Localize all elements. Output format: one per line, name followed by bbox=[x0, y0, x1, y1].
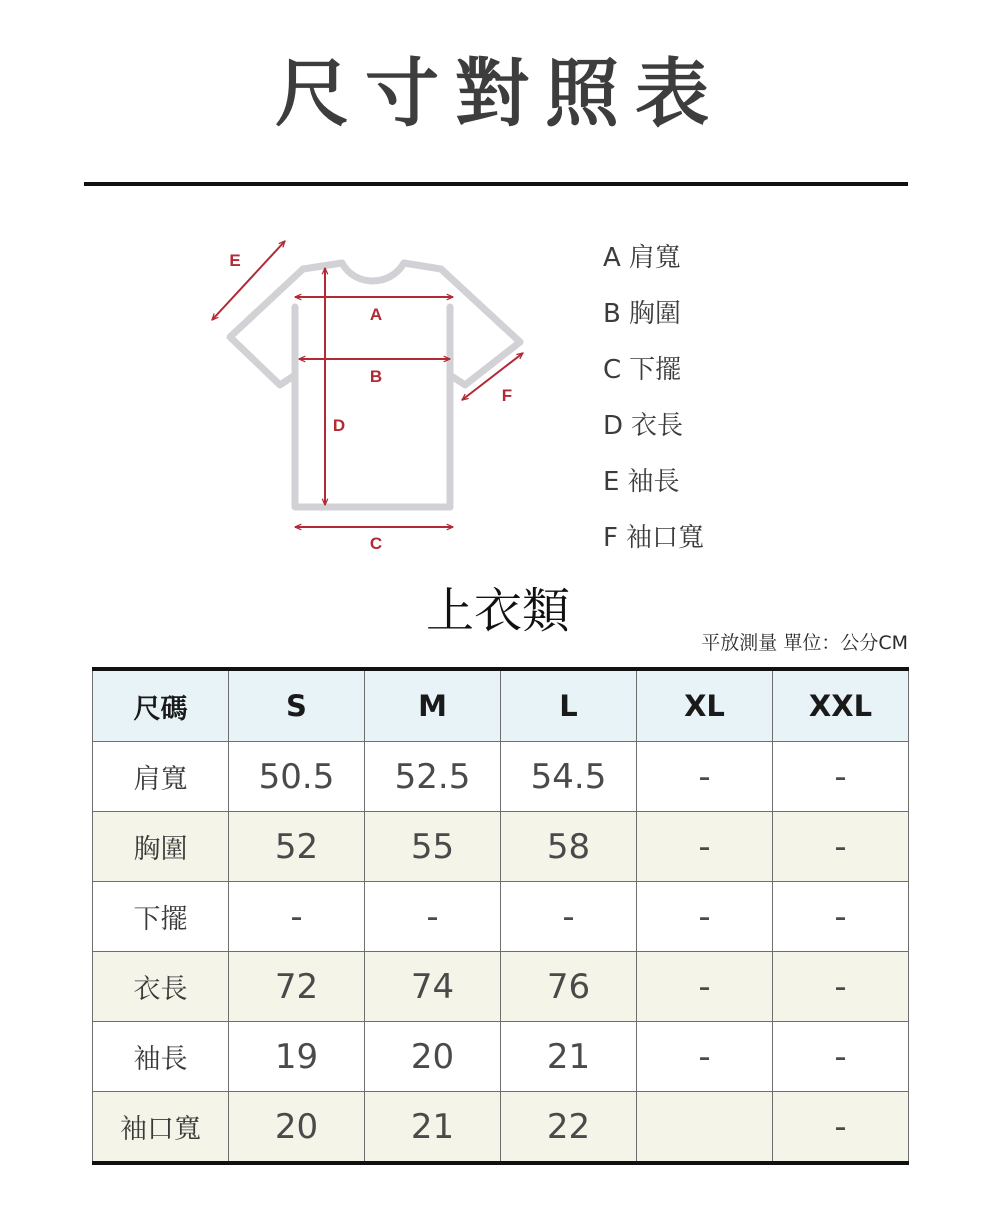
page-title: 尺寸對照表 bbox=[275, 51, 725, 137]
table-cell: - bbox=[637, 882, 773, 952]
table-row bbox=[93, 1022, 909, 1092]
title-divider bbox=[84, 182, 908, 186]
label-a: A bbox=[369, 305, 383, 324]
table-row bbox=[93, 812, 909, 882]
legend-item-hem bbox=[603, 342, 704, 398]
legend-item-shoulder bbox=[603, 230, 704, 286]
table-cell: - bbox=[365, 882, 501, 952]
table-cell: - bbox=[637, 952, 773, 1022]
table-cell: - bbox=[637, 742, 773, 812]
table-cell: 54.5 bbox=[501, 742, 637, 812]
label-d: D bbox=[332, 416, 346, 435]
row-label: 袖長 bbox=[93, 1022, 229, 1092]
measurement-legend bbox=[603, 230, 704, 566]
table-cell: 55 bbox=[365, 812, 501, 882]
table-cell: - bbox=[637, 812, 773, 882]
table-cell: 76 bbox=[501, 952, 637, 1022]
section-title: 上衣類 bbox=[425, 583, 570, 639]
table-cell: 50.5 bbox=[229, 742, 365, 812]
table-cell: - bbox=[637, 1022, 773, 1092]
row-label: 肩寬 bbox=[93, 742, 229, 812]
label-e: E bbox=[229, 251, 241, 270]
legend-item-length bbox=[603, 398, 704, 454]
legend-item-chest bbox=[603, 286, 704, 342]
label-c: C bbox=[369, 534, 383, 553]
row-label: 袖口寬 bbox=[93, 1092, 229, 1164]
table-row bbox=[93, 882, 909, 952]
table-cell: 21 bbox=[365, 1092, 501, 1164]
table-cell: 58 bbox=[501, 812, 637, 882]
legend-item-cuff-width bbox=[603, 510, 704, 566]
header-size-xxl: XXL bbox=[773, 669, 909, 742]
label-b: B bbox=[369, 367, 383, 386]
table-cell: - bbox=[773, 742, 909, 812]
row-label: 胸圍 bbox=[93, 812, 229, 882]
header-size-xl: XL bbox=[637, 669, 773, 742]
table-cell: - bbox=[773, 882, 909, 952]
table-cell: - bbox=[773, 1022, 909, 1092]
legend-letter: E bbox=[603, 467, 620, 497]
table-cell: 22 bbox=[501, 1092, 637, 1164]
header-size-l: L bbox=[501, 669, 637, 742]
legend-label: 肩寬 bbox=[628, 243, 681, 273]
legend-letter: C bbox=[603, 355, 622, 385]
legend-label: 袖長 bbox=[627, 467, 680, 497]
table-cell: - bbox=[501, 882, 637, 952]
table-cell: 19 bbox=[229, 1022, 365, 1092]
legend-letter: A bbox=[603, 243, 621, 273]
size-table bbox=[92, 667, 909, 1165]
legend-label: 袖口寬 bbox=[625, 523, 704, 553]
header-size-s: S bbox=[229, 669, 365, 742]
table-cell: 52 bbox=[229, 812, 365, 882]
table-cell: 21 bbox=[501, 1022, 637, 1092]
table-cell: 72 bbox=[229, 952, 365, 1022]
legend-label: 胸圍 bbox=[628, 299, 681, 329]
tshirt-diagram bbox=[195, 225, 540, 560]
legend-item-sleeve-length bbox=[603, 454, 704, 510]
table-row bbox=[93, 742, 909, 812]
label-f: F bbox=[501, 386, 513, 405]
table-cell: - bbox=[773, 1092, 909, 1164]
table-cell bbox=[637, 1092, 773, 1164]
legend-letter: D bbox=[603, 411, 624, 441]
row-label: 衣長 bbox=[93, 952, 229, 1022]
table-row bbox=[93, 1092, 909, 1164]
table-cell: 52.5 bbox=[365, 742, 501, 812]
table-cell: - bbox=[773, 812, 909, 882]
legend-letter: B bbox=[603, 299, 621, 329]
table-cell: - bbox=[229, 882, 365, 952]
header-size-m: M bbox=[365, 669, 501, 742]
measure-note: 平放測量 單位：公分CM bbox=[701, 632, 908, 654]
row-label: 下擺 bbox=[93, 882, 229, 952]
arrow-e bbox=[212, 241, 285, 320]
header-row bbox=[93, 669, 909, 742]
table-row bbox=[93, 952, 909, 1022]
table-cell: 20 bbox=[229, 1092, 365, 1164]
table-cell: 74 bbox=[365, 952, 501, 1022]
legend-label: 衣長 bbox=[631, 411, 684, 441]
table-cell: - bbox=[773, 952, 909, 1022]
header-size-label: 尺碼 bbox=[93, 669, 229, 742]
legend-label: 下擺 bbox=[629, 355, 682, 385]
table-cell: 20 bbox=[365, 1022, 501, 1092]
legend-letter: F bbox=[603, 523, 618, 553]
